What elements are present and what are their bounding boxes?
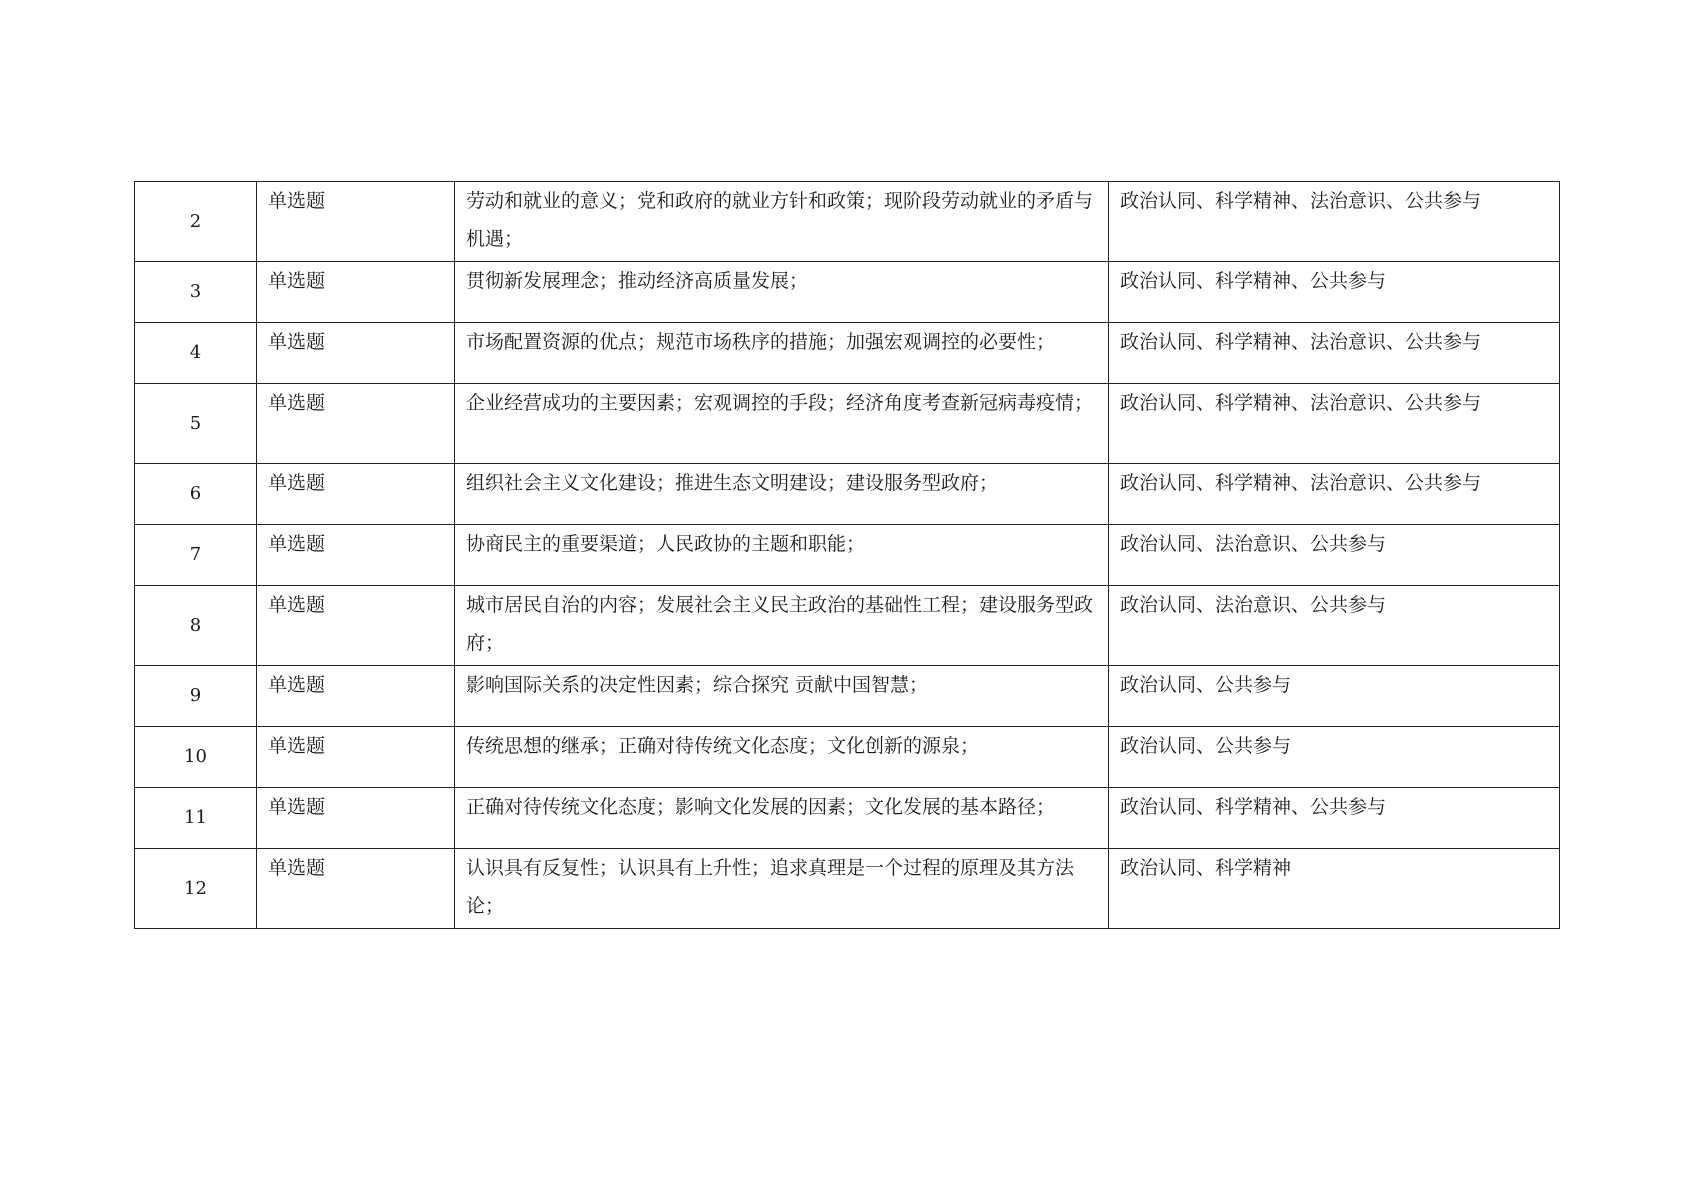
core-literacy: 政治认同、法治意识、公共参与: [1109, 586, 1560, 666]
table-row: [135, 586, 1560, 666]
question-number: 9: [135, 666, 257, 727]
core-literacy: 政治认同、科学精神、公共参与: [1109, 262, 1560, 323]
knowledge-points: 正确对待传统文化态度；影响文化发展的因素；文化发展的基本路径；: [455, 788, 1109, 849]
table-row: [135, 182, 1560, 262]
table-row: [135, 727, 1560, 788]
question-type: 单选题: [257, 384, 455, 464]
question-type: 单选题: [257, 464, 455, 525]
core-literacy: 政治认同、公共参与: [1109, 666, 1560, 727]
knowledge-points: 贯彻新发展理念；推动经济高质量发展；: [455, 262, 1109, 323]
question-type: 单选题: [257, 666, 455, 727]
table-row: [135, 384, 1560, 464]
core-literacy: 政治认同、法治意识、公共参与: [1109, 525, 1560, 586]
table-row: [135, 849, 1560, 929]
core-literacy: 政治认同、科学精神、法治意识、公共参与: [1109, 464, 1560, 525]
knowledge-points: 传统思想的继承；正确对待传统文化态度；文化创新的源泉；: [455, 727, 1109, 788]
question-type: 单选题: [257, 788, 455, 849]
table-row: [135, 666, 1560, 727]
knowledge-points: 城市居民自治的内容；发展社会主义民主政治的基础性工程；建设服务型政府；: [455, 586, 1109, 666]
knowledge-points: 认识具有反复性；认识具有上升性；追求真理是一个过程的原理及其方法论；: [455, 849, 1109, 929]
knowledge-points: 影响国际关系的决定性因素；综合探究 贡献中国智慧；: [455, 666, 1109, 727]
core-literacy: 政治认同、科学精神、公共参与: [1109, 788, 1560, 849]
question-number: 11: [135, 788, 257, 849]
core-literacy: 政治认同、科学精神、法治意识、公共参与: [1109, 323, 1560, 384]
knowledge-points: 市场配置资源的优点；规范市场秩序的措施；加强宏观调控的必要性；: [455, 323, 1109, 384]
question-number: 6: [135, 464, 257, 525]
question-type: 单选题: [257, 262, 455, 323]
table-row: [135, 262, 1560, 323]
table-row: [135, 464, 1560, 525]
table-row: [135, 788, 1560, 849]
table-row: [135, 525, 1560, 586]
question-type: 单选题: [257, 525, 455, 586]
question-type: 单选题: [257, 586, 455, 666]
question-type: 单选题: [257, 182, 455, 262]
question-number: 12: [135, 849, 257, 929]
question-number: 7: [135, 525, 257, 586]
question-type: 单选题: [257, 323, 455, 384]
core-literacy: 政治认同、公共参与: [1109, 727, 1560, 788]
core-literacy: 政治认同、科学精神、法治意识、公共参与: [1109, 384, 1560, 464]
knowledge-points: 组织社会主义文化建设；推进生态文明建设；建设服务型政府；: [455, 464, 1109, 525]
question-analysis-table: [134, 181, 1560, 929]
core-literacy: 政治认同、科学精神: [1109, 849, 1560, 929]
core-literacy: 政治认同、科学精神、法治意识、公共参与: [1109, 182, 1560, 262]
question-number: 2: [135, 182, 257, 262]
question-type: 单选题: [257, 849, 455, 929]
question-number: 5: [135, 384, 257, 464]
question-number: 4: [135, 323, 257, 384]
knowledge-points: 协商民主的重要渠道；人民政协的主题和职能；: [455, 525, 1109, 586]
question-number: 8: [135, 586, 257, 666]
question-type: 单选题: [257, 727, 455, 788]
question-number: 3: [135, 262, 257, 323]
table-row: [135, 323, 1560, 384]
knowledge-points: 劳动和就业的意义；党和政府的就业方针和政策；现阶段劳动就业的矛盾与机遇；: [455, 182, 1109, 262]
question-number: 10: [135, 727, 257, 788]
knowledge-points: 企业经营成功的主要因素；宏观调控的手段；经济角度考查新冠病毒疫情；: [455, 384, 1109, 464]
